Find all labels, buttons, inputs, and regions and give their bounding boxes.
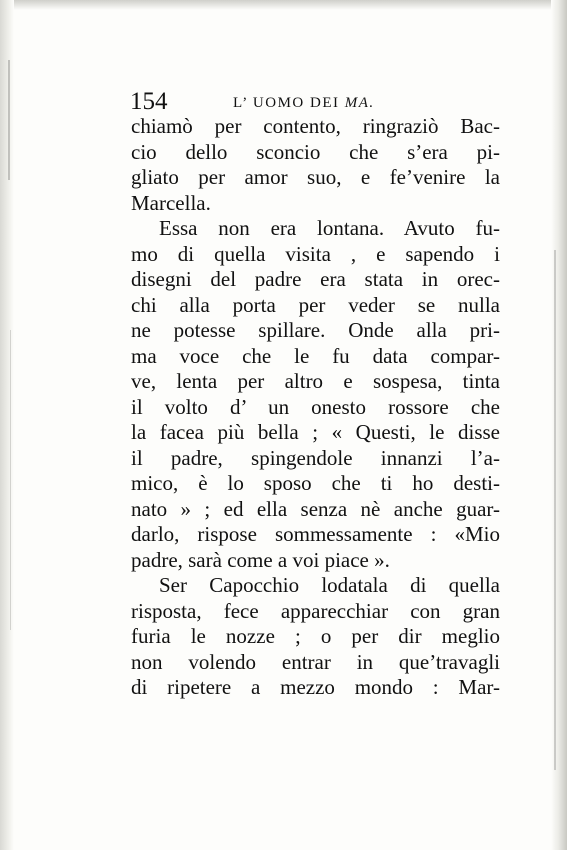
text-line: il padre, spingendole innanzi l’a- <box>131 445 500 470</box>
text-line: Essa non era lontana. Avuto fu- <box>159 216 500 240</box>
text-line: ma voce che le fu data compar- <box>131 343 500 368</box>
text-line: darlo, rispose sommessamente : «Mio <box>131 522 500 546</box>
text-line: ve, lenta per altro e sospesa, tinta <box>131 369 500 393</box>
text-line: chi alla porta per veder se nulla <box>131 292 500 317</box>
text-line: gliato per amor suo, e fe’venire la <box>131 165 500 189</box>
text-line: Marcella. <box>131 190 211 215</box>
running-title <box>233 92 375 114</box>
text-line: Ser Capocchio lodatala di quella <box>159 573 500 597</box>
text-line: disegni del padre era stata in orec- <box>131 267 500 291</box>
running-title-italic: MA. <box>344 95 375 111</box>
margin-scratch-mark <box>8 60 10 180</box>
text-line: furia le nozze ; o per dir meglio <box>131 624 500 648</box>
text-line: chiamò per contento, ringraziò Bac- <box>131 114 500 138</box>
running-title-text: L’ UOMO DEI <box>233 95 340 111</box>
text-line: risposta, fece apparecchiar con gran <box>131 598 500 623</box>
margin-scratch-mark <box>554 250 556 770</box>
text-line: padre, sarà come a voi piace ». <box>131 547 390 572</box>
body-text <box>131 114 500 701</box>
text-line: nato » ; ed ella senza nè anche guar- <box>131 496 500 521</box>
text-line: non volendo entrar in que’travagli <box>131 649 500 674</box>
running-head <box>130 88 410 116</box>
text-line: la facea più bella ; « Questi, le disse <box>131 420 500 444</box>
text-line: ne potesse spillare. Onde alla pri- <box>131 318 500 342</box>
text-line: di ripetere a mezzo mondo : Mar- <box>131 675 500 699</box>
text-line: mico, è lo sposo che ti ho desti- <box>131 471 500 495</box>
text-line: mo di quella visita , e sapendo i <box>131 241 500 266</box>
text-line: cio dello sconcio che s’era pi- <box>131 139 500 164</box>
page-top-edge-shadow <box>0 0 567 10</box>
text-line: il volto d’ un onesto rossore che <box>131 394 500 419</box>
margin-scratch-mark <box>10 330 11 630</box>
page-left-edge-shadow <box>0 0 14 850</box>
page-number: 154 <box>130 88 168 115</box>
